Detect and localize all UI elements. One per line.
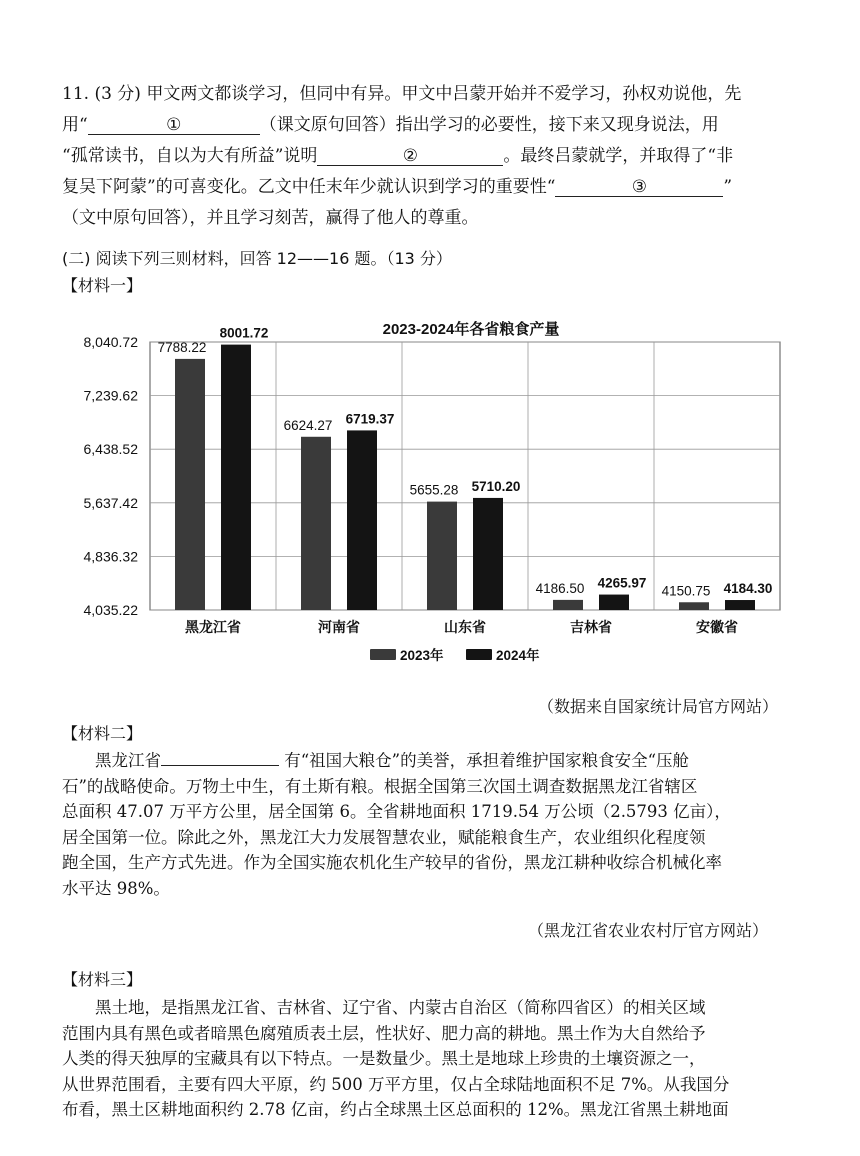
x-category-label: 黑龙江省 [185,619,241,635]
grain-output-chart-svg [62,306,792,676]
bar-2024年 [599,595,629,610]
q11-line2 [62,115,719,135]
legend-swatch [466,649,492,660]
q11-line3-end: 。最终吕蒙就学，并取得了“非 [503,146,734,166]
bar-value-label: 8001.72 [219,325,269,341]
legend-label: 2024年 [496,648,540,663]
y-tick-label: 8,040.72 [83,334,138,350]
material3-line: 人类的得天独厚的宝藏具有以下特点。一是数量少。黑土是地球上珍贵的土壤资源之一， [62,1049,706,1068]
material1-title: 【材料一】 [62,276,143,295]
q11-line1: 11. (3 分) 甲文两文都谈学习，但同中有异。甲文中吕蒙开始并不爱学习，孙权劝说他，先 [62,84,742,104]
q11-line3 [62,146,733,166]
material2-blank[interactable] [161,765,279,766]
bar-value-label: 6624.27 [283,417,333,433]
material2-line: 跑全国，生产方式先进。作为全国实施农机化生产较早的省份，黑龙江耕种收综合机械化率 [62,853,722,872]
material2-first-line [62,748,792,774]
y-tick-label: 4,836.32 [83,548,138,565]
bar-2024年 [473,498,503,610]
material3-first-line: 黑土地，是指黑龙江省、吉林省、辽宁省、内蒙古自治区（简称四省区）的相关区域 [95,998,706,1017]
q11-line2-end: （课文原句回答）指出学习的必要性，接下来又现身说法，用 [259,115,719,135]
bar-value-label: 7788.22 [157,339,207,355]
x-category-label: 安徽省 [696,619,738,635]
bar-2023年 [679,602,709,610]
q11-line4 [62,177,732,197]
bar-value-label: 5710.20 [471,478,521,494]
bar-2024年 [221,345,251,610]
grain-output-chart [62,306,792,676]
bar-2023年 [427,502,457,610]
legend-label: 2023年 [400,648,444,663]
material2-title: 【材料二】 [62,724,143,743]
y-tick-label: 7,239.62 [83,387,138,404]
q11-line4-end: ” [723,177,733,197]
q11-line4-start: 复吴下阿蒙”的可喜变化。乙文中任末年少就认识到学习的重要性“ [62,177,556,197]
x-category-label: 吉林省 [570,619,612,635]
answer-blank-3[interactable]: ③ [555,178,723,197]
bar-value-label: 4150.75 [661,583,711,599]
bar-value-label: 6719.37 [345,411,395,427]
y-tick-label: 5,637.42 [83,494,138,511]
material1-source: （数据来自国家统计局官方网站） [538,697,779,716]
bar-value-label: 4184.30 [723,581,773,597]
material2-line: 总面积 47.07 万平方公里，居全国第 6。全省耕地面积 1719.54 万公顷（2.5793 亿亩）， [62,802,731,821]
x-category-label: 河南省 [318,619,360,635]
material2-line1-end: 有“祖国大粮仓”的美誉，承担着维护国家粮食安全“压舱 [284,751,690,770]
material2-line: 石”的战略使命。万物土中生，有土斯有粮。根据全国第三次国土调查数据黑龙江省辖区 [62,776,698,796]
bar-2023年 [553,600,583,610]
material2-body [62,748,792,901]
bar-value-label: 5655.28 [409,482,459,498]
material3-line: 从世界范围看，主要有四大平原，约 500 万平方里，仅占全球陆地面积不足 7%。从我国分 [62,1074,730,1094]
x-category-label: 山东省 [444,619,486,635]
answer-blank-2[interactable]: ② [317,147,503,166]
material3-title: 【材料三】 [62,970,143,989]
y-tick-label: 4,035.22 [83,602,138,618]
material3-line: 布看，黑土区耕地面积约 2.78 亿亩，约占全球黑土区总面积的 12%。黑龙江省黑土耕地面 [62,1100,729,1119]
bar-value-label: 4186.50 [535,580,585,596]
material2-line: 居全国第一位。除此之外，黑龙江大力发展智慧农业，赋能粮食生产，农业组织化程度领 [62,827,706,847]
bar-2024年 [347,430,377,610]
bar-2023年 [301,437,331,610]
answer-blank-1[interactable]: ① [88,116,260,135]
material3-line: 范围内具有黑色或者暗黑色腐殖质表土层，性状好、肥力高的耕地。黑土作为大自然给予 [62,1023,706,1043]
chart-title: 2023-2024年各省粮食产量 [382,321,560,338]
material2-line: 水平达 98%。 [62,878,170,898]
legend-swatch [370,649,396,660]
material3-body [62,995,792,1123]
q11-line3-start: “孤常读书，自以为大有所益”说明 [62,146,318,166]
q11-line5: （文中原句回答），并且学习刻苦，赢得了他人的尊重。 [62,208,479,228]
q11-line2-start: 用“ [62,115,88,135]
bar-value-label: 4265.97 [597,575,647,591]
bar-2023年 [175,359,205,610]
y-tick-label: 6,438.52 [83,441,138,458]
material2-source: （黑龙江省农业农村厅官方网站） [528,921,769,940]
material2-line1-start: 黑龙江省 [95,751,161,770]
bar-2024年 [725,600,755,610]
section-heading: (二) 阅读下列三则材料，回答 12——16 题。（13 分） [62,249,452,268]
